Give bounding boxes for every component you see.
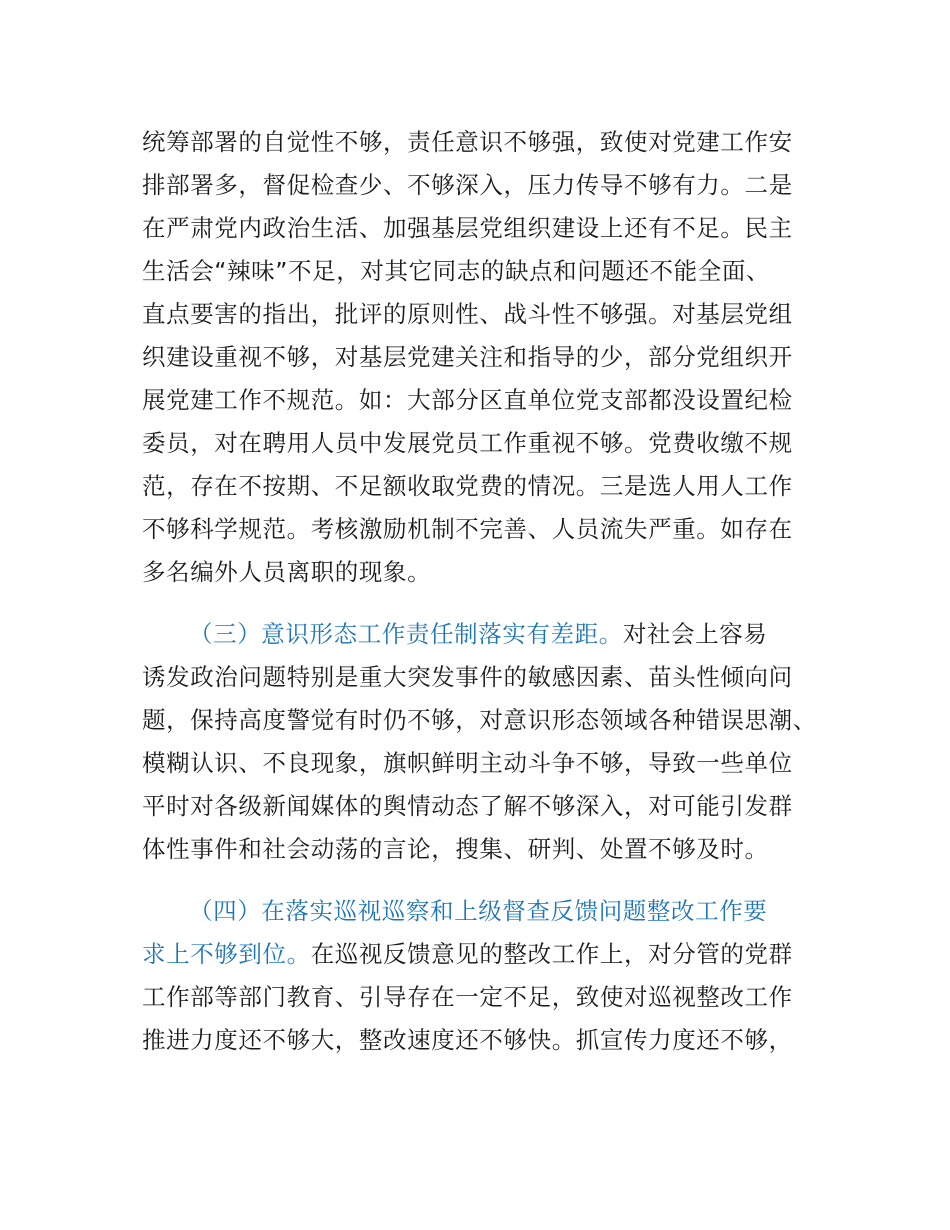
paragraph-line: 直点要害的指出，批评的原则性、战斗性不够强。对基层党组	[142, 300, 793, 328]
paragraph-line: 不够科学规范。考核激励机制不完善、人员流失严重。如存在	[142, 515, 793, 543]
paragraph-line: 统筹部署的自觉性不够，责任意识不够强，致使对党建工作安	[142, 128, 793, 156]
paragraph-line: 多名编外人员离职的现象。	[142, 558, 432, 586]
paragraph-line: 工作部等部门教育、引导存在一定不足，致使对巡视整改工作	[142, 983, 793, 1011]
paragraph-line: 平时对各级新闻媒体的舆情动态了解不够深入，对可能引发群	[142, 792, 793, 820]
section-4-heading: （四）在落实巡视巡察和上级督查反馈问题整改工作要	[189, 897, 768, 925]
paragraph-line: 推进力度还不够大，整改速度还不够快。抓宣传力度还不够，	[142, 1026, 793, 1054]
paragraph-line: 模糊认识、不良现象，旗帜鲜明主动斗争不够，导致一些单位	[142, 749, 793, 777]
section-4-heading-end: 求上不够到位。	[142, 940, 311, 968]
paragraph-line: 展党建工作不规范。如：大部分区直单位党支部都没设置纪检	[142, 386, 793, 414]
section-4-text: 在巡视反馈意见的整改工作上，对分管的党群	[310, 940, 793, 968]
section-3-first-line	[189, 619, 767, 649]
section-4-second-line	[142, 939, 793, 969]
paragraph-line: 题，保持高度警觉有时仍不够，对意识形态领域各种错误思潮、	[142, 706, 817, 734]
paragraph-line: 诱发政治问题特别是重大突发事件的敏感因素、苗头性倾向问	[142, 663, 793, 691]
paragraph-line: 体性事件和社会动荡的言论，搜集、研判、处置不够及时。	[142, 835, 769, 863]
paragraph-line: 范，存在不按期、不足额收取党费的情况。三是选人用人工作	[142, 472, 793, 500]
section-3-text: 对社会上容易	[622, 620, 768, 648]
paragraph-line: 委员，对在聘用人员中发展党员工作重视不够。党费收缴不规	[142, 429, 793, 457]
paragraph-line: 生活会“辣味”不足，对其它同志的缺点和问题还不能全面、	[142, 257, 771, 285]
paragraph-line: 排部署多，督促检查少、不够深入，压力传导不够有力。二是	[142, 171, 793, 199]
section-3-heading: （三）意识形态工作责任制落实有差距。	[189, 620, 623, 648]
paragraph-line: 织建设重视不够，对基层党建关注和指导的少，部分党组织开	[142, 343, 793, 371]
paragraph-line: 在严肃党内政治生活、加强基层党组织建设上还有不足。民主	[142, 214, 793, 242]
